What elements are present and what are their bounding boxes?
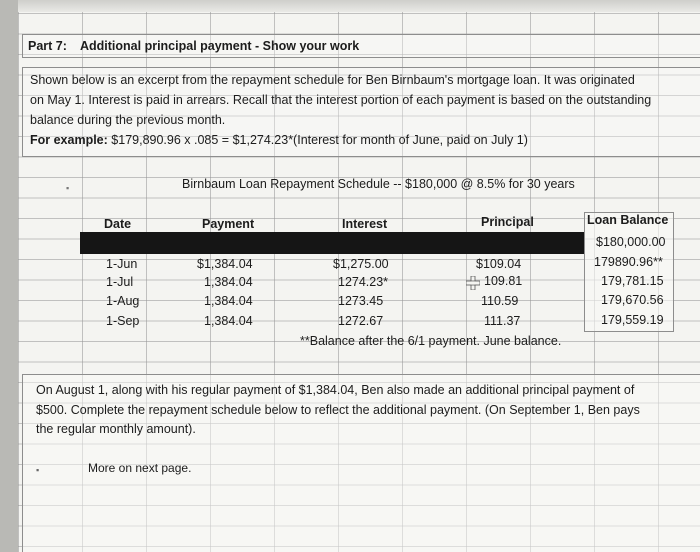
example-text: $179,890.96 x .085 = $1,274.23*(Interest for month of June, paid on July 1): [111, 133, 528, 147]
row-1-principal: $109.04: [476, 257, 522, 271]
example-label: For example:: [30, 133, 108, 147]
row-3-payment: 1,384.04: [204, 294, 253, 308]
balance-footnote: **Balance after the 6/1 payment. June balance.: [300, 334, 562, 348]
question-line-1: On August 1, along with his regular payment of $1,384.04, Ben also made an additional principal payment of: [36, 383, 635, 397]
row-4-payment: 1,384.04: [204, 314, 253, 328]
row-2-principal: 109.81: [484, 274, 523, 288]
opening-balance: $180,000.00: [596, 235, 666, 249]
cell-marker-icon: ▪: [66, 183, 70, 193]
row-4-interest: 1272.67: [338, 314, 384, 328]
schedule-title: Birnbaum Loan Repayment Schedule -- $180,000 @ 8.5% for 30 years: [182, 177, 575, 191]
cell-cursor-icon: [466, 276, 480, 290]
row-4-balance: 179,559.19: [601, 313, 664, 327]
intro-line-1: Shown below is an excerpt from the repayment schedule for Ben Birnbaum's mortgage loan. It was originated: [30, 73, 635, 87]
row-1-balance: 179890.96**: [594, 255, 663, 269]
header-loan-balance: Loan Balance: [587, 213, 669, 227]
row-2-balance: 179,781.15: [601, 274, 664, 288]
row-3-principal: 110.59: [481, 294, 519, 308]
row-4-principal: 111.37: [484, 314, 521, 328]
row-2-payment: 1,384.04: [204, 275, 253, 289]
intro-example: [30, 132, 528, 148]
row-1-payment: $1,384.04: [197, 257, 253, 271]
part-title: Additional principal payment - Show your work: [80, 39, 360, 53]
row-3-balance: 179,670.56: [601, 293, 664, 307]
intro-line-3: balance during the previous month.: [30, 113, 226, 127]
row-2-date: 1-Jul: [106, 275, 134, 289]
row-1-interest: $1,275.00: [333, 257, 389, 271]
question-line-3: the regular monthly amount).: [36, 422, 196, 436]
top-shadow: [0, 0, 700, 12]
row-3-interest: 1273.45: [338, 294, 384, 308]
intro-line-2: on May 1. Interest is paid in arrears. Recall that the interest portion of each payment is based on the outstanding: [30, 93, 652, 107]
part-label: Part 7:: [28, 39, 67, 53]
left-shadow: [0, 0, 18, 552]
header-dark-bar: [80, 232, 584, 254]
row-4-date: 1-Sep: [106, 314, 140, 328]
cell-marker-icon-2: ▪: [36, 465, 40, 475]
header-principal: Principal: [481, 215, 534, 229]
row-2-interest: 1274.23*: [338, 275, 389, 289]
header-date: Date: [104, 217, 132, 231]
question-line-2: $500. Complete the repayment schedule below to reflect the additional payment. (On September 1, Ben pays: [36, 403, 640, 417]
header-interest: Interest: [342, 217, 388, 231]
row-1-date: 1-Jun: [106, 257, 138, 271]
more-on-next-page: More on next page.: [88, 461, 192, 475]
header-payment: Payment: [202, 217, 255, 231]
row-3-date: 1-Aug: [106, 294, 140, 308]
